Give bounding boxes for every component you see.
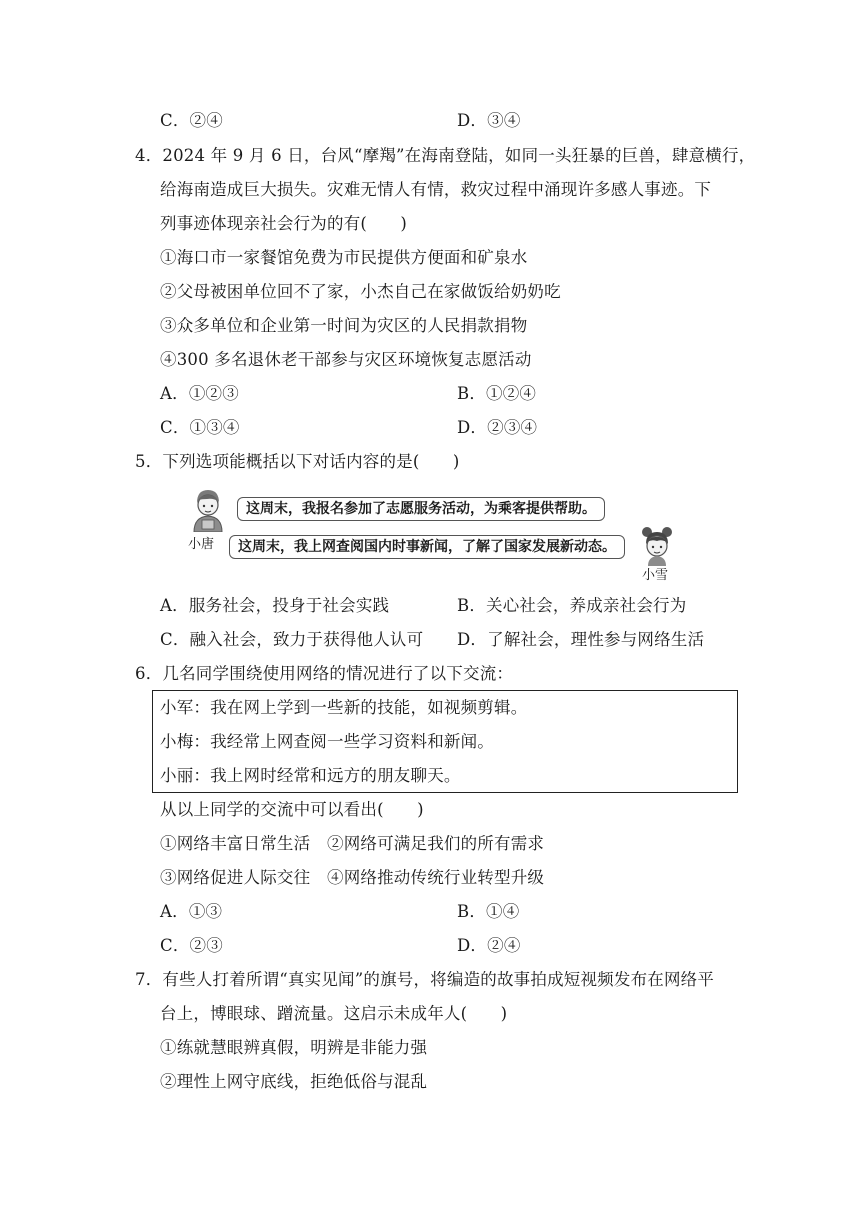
q4-option-b: B．①②④ xyxy=(457,384,537,403)
q6-box-line-1: 小军：我在网上学到一些新的技能，如视频剪辑。 xyxy=(160,698,528,717)
q6-items-line-1: ①网络丰富日常生活 ②网络可满足我们的所有需求 xyxy=(160,834,545,853)
q3-option-c: C．②④ xyxy=(160,111,223,130)
q4-item-3: ③众多单位和企业第一时间为灾区的人民捐款捐物 xyxy=(160,316,528,335)
q6-option-d: D．②④ xyxy=(457,936,521,955)
boy-speech-bubble: 这周末，我报名参加了志愿服务活动，为乘客提供帮助。 xyxy=(237,497,605,521)
q4-stem-line-2: 给海南造成巨大损失。灾难无情人有情，救灾过程中涌现许多感人事迹。下 xyxy=(160,180,712,199)
q7-stem-line-2: 台上，博眼球、蹭流量。这启示未成年人( ) xyxy=(160,1004,508,1023)
boy-name-label: 小唐 xyxy=(188,537,215,552)
q4-stem-line-3: 列事迹体现亲社会行为的有( ) xyxy=(160,214,408,233)
q4-option-c: C．①③④ xyxy=(160,418,240,437)
q7-item-1: ①练就慧眼辨真假，明辨是非能力强 xyxy=(160,1038,428,1057)
q5-option-b: B．关心社会，养成亲社会行为 xyxy=(457,596,687,615)
q4-item-2: ②父母被困单位回不了家，小杰自己在家做饭给奶奶吃 xyxy=(160,282,561,301)
q6-stem: 6．几名同学围绕使用网络的情况进行了以下交流： xyxy=(135,664,514,683)
q4-stem-line-1: 4．2024 年 9 月 6 日，台风“摩羯”在海南登陆，如同一头狂暴的巨兽，肆意横行， xyxy=(135,146,756,165)
q5-option-c: C．融入社会，致力于获得他人认可 xyxy=(160,630,424,649)
q6-option-a: A．①③ xyxy=(160,902,223,921)
q5-stem: 5．下列选项能概括以下对话内容的是( ) xyxy=(135,452,460,471)
q4-item-1: ①海口市一家餐馆免费为市民提供方便面和矿泉水 xyxy=(160,248,528,267)
q7-stem-line-1: 7．有些人打着所谓“真实见闻”的旗号，将编造的故事拍成短视频发布在网络平 xyxy=(135,970,715,989)
q6-option-b: B．①④ xyxy=(457,902,520,921)
q4-item-4: ④300 多名退休老干部参与灾区环境恢复志愿活动 xyxy=(160,350,532,369)
boy-avatar-icon xyxy=(188,486,228,532)
q5-option-a: A．服务社会，投身于社会实践 xyxy=(160,596,390,615)
girl-avatar-icon xyxy=(637,524,677,566)
q6-option-c: C．②③ xyxy=(160,936,223,955)
q6-items-line-2: ③网络促进人际交往 ④网络推动传统行业转型升级 xyxy=(160,868,545,887)
q6-box-line-2: 小梅：我经常上网查阅一些学习资料和新闻。 xyxy=(160,732,494,751)
q7-item-2: ②理性上网守底线，拒绝低俗与混乱 xyxy=(160,1072,428,1091)
q4-option-d: D．②③④ xyxy=(457,418,538,437)
girl-speech-bubble: 这周末，我上网查阅国内时事新闻，了解了国家发展新动态。 xyxy=(229,535,625,559)
q6-box-line-3: 小丽：我上网时经常和远方的朋友聊天。 xyxy=(160,766,461,785)
q5-option-d: D．了解社会，理性参与网络生活 xyxy=(457,630,705,649)
q6-prompt: 从以上同学的交流中可以看出( ) xyxy=(160,800,424,819)
q3-option-d: D．③④ xyxy=(457,111,521,130)
girl-name-label: 小雪 xyxy=(642,568,669,583)
q4-option-a: A．①②③ xyxy=(160,384,239,403)
